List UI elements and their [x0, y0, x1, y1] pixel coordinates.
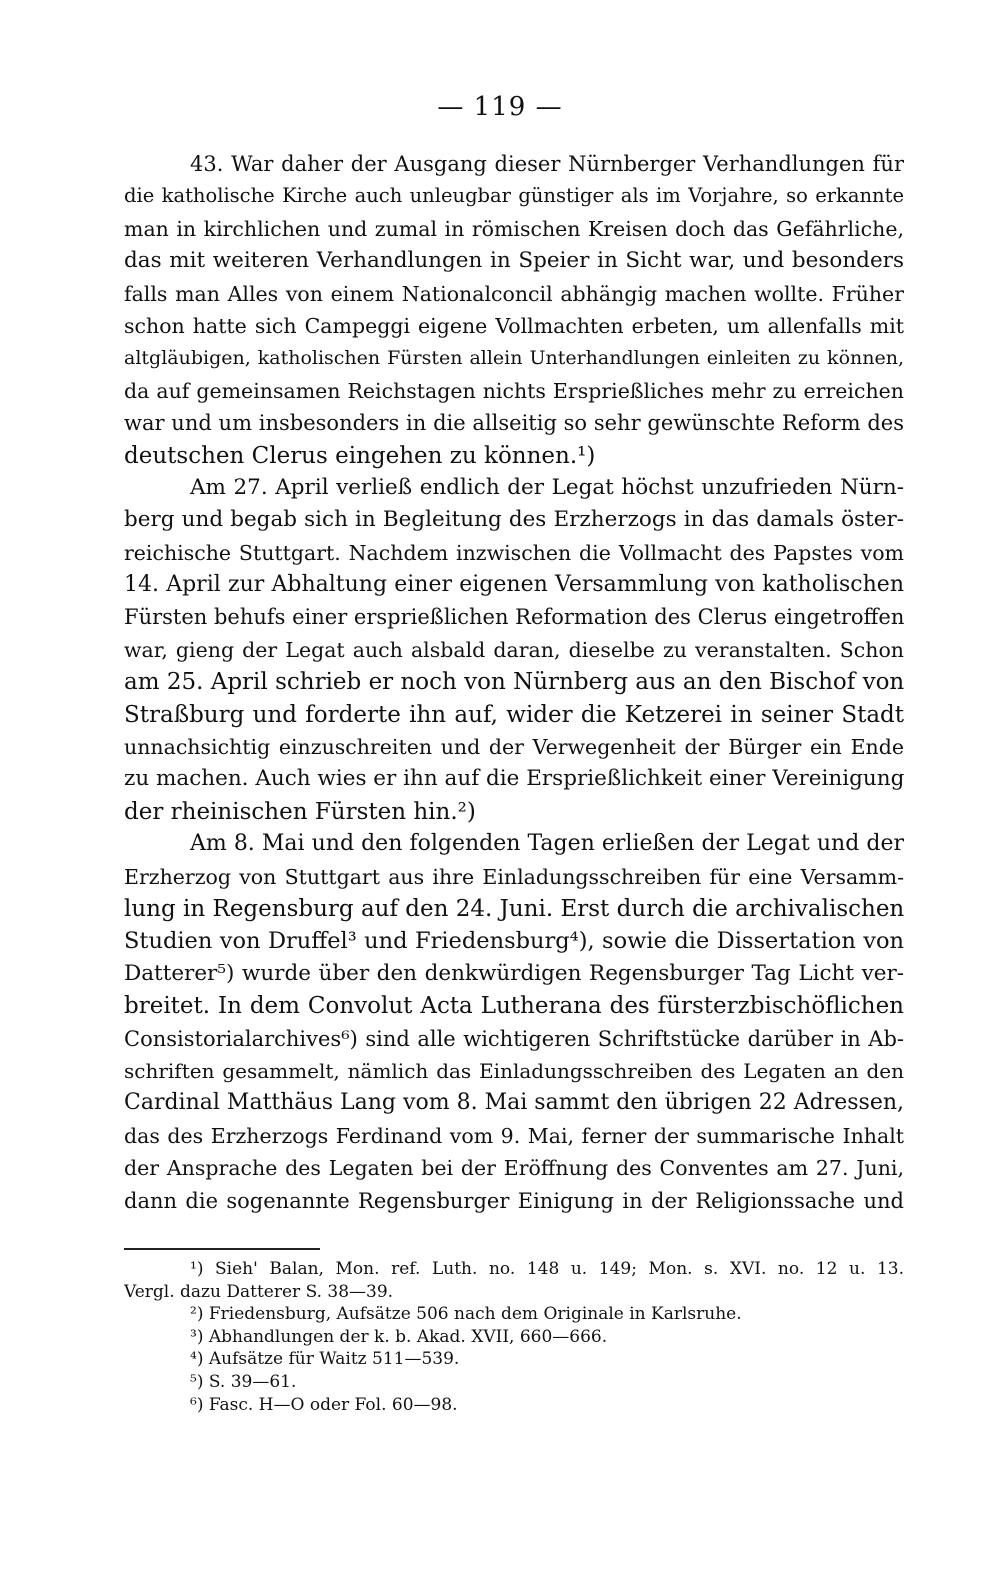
body-text [124, 148, 904, 1217]
text-line: 14. April zur Abhaltung einer eigenen Versammlung von katholischen [124, 572, 904, 598]
text-line: deutschen Clerus eingehen zu können.¹) [124, 442, 596, 469]
text-line: am 25. April schrieb er noch von Nürnberg aus an den Bischof von [124, 669, 904, 696]
text-line: die katholische Kirche auch unleugbar günstiger als im Vorjahre, so erkannte [124, 184, 904, 208]
footnote-line: ⁴) Aufsätze für Waitz 511—539. [190, 1349, 460, 1370]
text-line: Am 8. Mai und den folgenden Tagen erließen der Legat und der [190, 831, 904, 857]
text-line: das des Erzherzogs Ferdinand vom 9. Mai, ferner der summarische Inhalt [124, 1123, 904, 1148]
text-line: Am 27. April verließ endlich der Legat höchst unzufrieden Nürn- [190, 474, 904, 500]
text-line: breitet. In dem Convolut Acta Lutherana des fürsterzbischöflichen [124, 993, 904, 1020]
text-line: Consistorialarchives⁶) sind alle wichtigeren Schriftstücke darüber in Ab- [124, 1026, 904, 1051]
text-line: 43. War daher der Ausgang dieser Nürnberger Verhandlungen für [190, 152, 904, 176]
text-line: dann die sogenannte Regensburger Einigung in der Religionssache und [124, 1188, 904, 1213]
text-line: der rheinischen Fürsten hin.²) [124, 798, 476, 825]
text-line: reichische Stuttgart. Nachdem inzwischen die Vollmacht des Papstes vom [124, 540, 904, 565]
text-line: Cardinal Matthäus Lang vom 8. Mai sammt den übrigen 22 Adressen, [124, 1090, 904, 1116]
text-line: falls man Alles von einem Nationalconcil abhängig machen wollte. Früher [124, 281, 904, 306]
footnote-line: Vergl. dazu Datterer S. 38—39. [124, 1281, 394, 1302]
footnote-line: ⁶) Fasc. H—O oder Fol. 60—98. [190, 1394, 458, 1415]
page-number: — 119 — [437, 92, 563, 122]
text-line: zu machen. Auch wies er ihn auf die Ersprießlichkeit einer Vereinigung [124, 766, 904, 792]
footnote-line: ¹) Sieh' Balan, Mon. ref. Luth. no. 148 u. 149; Mon. s. XVI. no. 12 u. 13. [190, 1259, 904, 1279]
footnote-line: ²) Friedensburg, Aufsätze 506 nach dem Originale in Karlsruhe. [190, 1304, 742, 1325]
text-line: Straßburg und forderte ihn auf, wider die Ketzerei in seiner Stadt [124, 701, 904, 728]
text-line: war und um insbesonders in die allseitig so sehr gewünschte Reform des [124, 411, 904, 436]
text-line: berg und begab sich in Begleitung des Erzherzogs in das damals öster- [124, 507, 904, 533]
text-line: schriften gesammelt, nämlich das Einladungsschreiben des Legaten an den [124, 1058, 904, 1083]
text-line: das mit weiteren Verhandlungen in Speier in Sicht war, und besonders [124, 248, 904, 274]
text-line: der Ansprache des Legaten bei der Eröffnung des Conventes am 27. Juni, [124, 1156, 904, 1181]
text-line: Studien von Druffel³ und Friedensburg⁴), sowie die Dissertation von [124, 928, 904, 955]
text-line: da auf gemeinsamen Reichstagen nichts Ersprießliches mehr zu erreichen [124, 378, 904, 403]
text-line: lung in Regensburg auf den 24. Juni. Erst durch die archivalischen [124, 895, 904, 922]
footnote-divider [124, 1248, 320, 1250]
text-line: man in kirchlichen und zumal in römischen Kreisen doch das Gefährliche, [124, 216, 904, 241]
footnote-line: ⁵) S. 39—61. [190, 1371, 297, 1392]
footnote-line: ³) Abhandlungen der k. b. Akad. XVII, 660—666. [190, 1326, 608, 1347]
text-line: Datterer⁵) wurde über den denkwürdigen Regensburger Tag Licht ver- [124, 960, 904, 986]
text-line: Fürsten behufs einer ersprießlichen Reformation des Clerus eingetroffen [124, 605, 904, 630]
text-line: war, gieng der Legat auch alsbald daran, dieselbe zu veranstalten. Schon [124, 637, 904, 662]
footnotes [124, 1258, 904, 1416]
text-line: schon hatte sich Campeggi eigene Vollmachten erbeten, um allenfalls mit [124, 313, 904, 338]
text-line: unnachsichtig einzuschreiten und der Verwegenheit der Bürger ein Ende [124, 735, 904, 760]
text-line: altgläubigen, katholischen Fürsten allein Unterhandlungen einleiten zu können, [124, 347, 904, 370]
text-line: Erzherzog von Stuttgart aus ihre Einladungsschreiben für eine Versamm- [124, 864, 904, 889]
